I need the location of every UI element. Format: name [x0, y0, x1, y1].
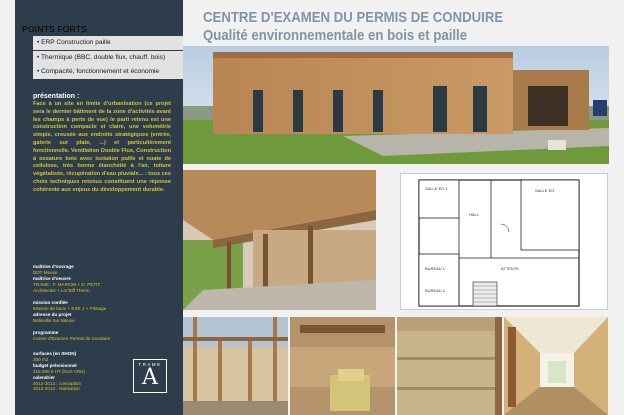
presentation-body: Face à un site en limite d'urbanisation (ce projet sera le dernier bâtiment de la zone d'activités avant les champs à perte de vue) le parti retenu est une construction compacte et claire, une volumétrie simple, creusée aux endroits stratégiques (entrée, galerie sur plate, ...) et particulièrement fonctionnelle. Ventilation Double Flux, Construction à ossature bois avec isolation paille et ouate de cellulose, très bonne étanchéité à l'air, toiture végétalisée, récupération d'eau pluviale... : tous ces choix techniques retenus constituent une réponse cohérente aux enjeux du développement durable. [33, 101, 171, 193]
floor-plan [400, 173, 608, 310]
points-forts-item: • Compacité, fonctionnement et économie [33, 65, 183, 79]
plan-room-label: SALLE EG [535, 188, 555, 193]
points-forts-item: • Thermique (BBC, double flux, chauff. bois) [33, 51, 183, 65]
calendrier-value-2: 2013-2014 : réalisation [33, 386, 80, 392]
surfaces-value: 300 m2 [33, 356, 49, 362]
programme-value: Centre d'Examen Permis de Conduire [33, 335, 111, 341]
porch-photo [183, 170, 376, 310]
timber-frame-photo [183, 317, 288, 415]
page-title: CENTRE D'EXAMEN DU PERMIS DE CONDUIRE [203, 9, 504, 26]
budget-label: budget prévisionnel [33, 362, 77, 368]
page-subtitle: Qualité environnementale en bois et paille [203, 27, 468, 44]
straw-wall-photo [397, 317, 502, 415]
building-exterior-photo [183, 46, 609, 164]
moa-value: DDT Meuse [33, 269, 58, 275]
moe-value: TRAME : F. MARION + D. PETIT [33, 281, 101, 287]
presentation-title: présentation : [33, 93, 80, 100]
plan-room-label: BUREAU 1 [425, 266, 446, 271]
logo-letter: A [142, 365, 158, 390]
moe-value-2: Architectes + Lor'Eiff Therm. [33, 287, 91, 293]
meta-maitrise [33, 264, 168, 294]
plan-room-label: SALLE EG 1 [425, 186, 448, 191]
budget-value: 315 000 € HT (hors VRD) [33, 368, 86, 374]
meta-programme [33, 330, 168, 342]
logo-top-text: TRAME [138, 362, 162, 367]
moe-label: maîtrise d'oeuvre [33, 275, 71, 281]
moa-label: maîtrise d'ouvrage [33, 264, 74, 269]
calendrier-value-1: 2012-2013 : conception [33, 380, 82, 386]
calendrier-label: calendrier [33, 374, 55, 380]
trame-logo [133, 359, 167, 393]
programme-label: programme [33, 330, 59, 335]
points-forts-title: POINTS FORTS [22, 24, 88, 34]
straw-bales-photo [290, 317, 395, 415]
plan-room-label: BUREAU 2 [425, 288, 446, 293]
plan-room-label: HALL [469, 212, 480, 217]
mission-value: Mission de base + EXE 1 + Pilotage [33, 305, 107, 311]
adresse-label: adresse du projet [33, 311, 72, 317]
mission-label: mission confiée [33, 300, 68, 305]
points-forts-item: • ERP Construction paille [33, 36, 183, 50]
adresse-value: Belleville Sur Meuse [33, 317, 75, 323]
plan-room-label: ATTENTE [501, 266, 519, 271]
meta-mission [33, 300, 168, 324]
corridor-photo [504, 317, 608, 415]
surfaces-label: surfaces (en SHON) [33, 351, 77, 356]
